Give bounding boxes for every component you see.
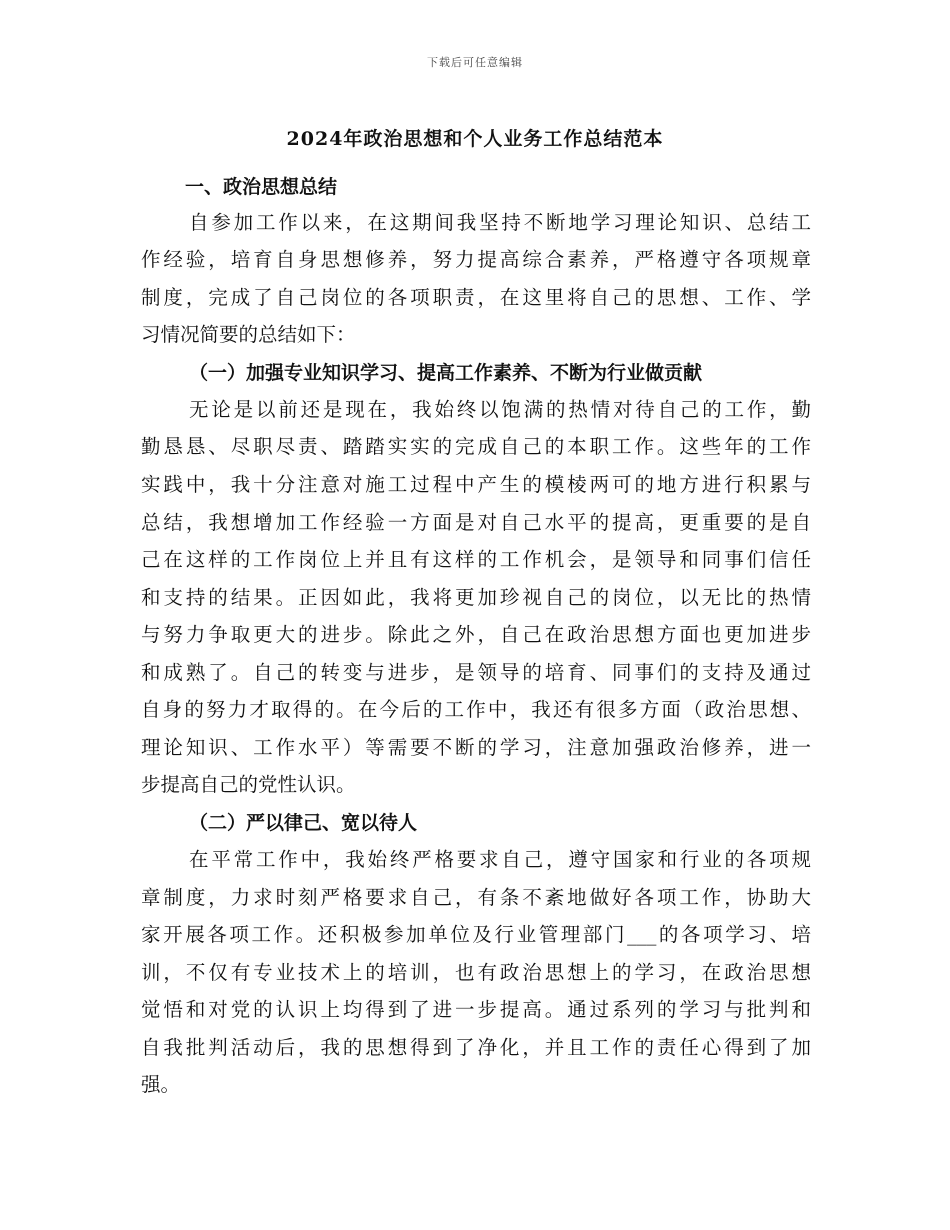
paragraph-line: 觉悟和对党的认识上均得到了进一步提高。通过系列的学习与批判和 [141,998,811,1021]
paragraph-line: 训，不仅有专业技术上的培训，也有政治思想上的学习，在政治思想 [141,961,811,984]
paragraph-line: 在平常工作中，我始终严格要求自己，遵守国家和行业的各项规 [189,848,811,871]
paragraph-line: 和成熟了。自己的转变与进步，是领导的培育、同事们的支持及通过 [141,661,811,684]
paragraph-line: 理论知识、工作水平）等需要不断的学习，注意加强政治修养，进一 [141,736,811,759]
paragraph-line: 和支持的结果。正因如此，我将更加珍视自己的岗位，以无比的热情 [141,586,811,609]
paragraph-line: 自参加工作以来，在这期间我坚持不断地学习理论知识、总结工 [189,211,811,234]
paragraph-line: 总结，我想增加工作经验一方面是对自己水平的提高，更重要的是自 [141,511,811,534]
paragraph-line: 制度，完成了自己岗位的各项职责，在这里将自己的思想、工作、学 [141,286,811,309]
subsection-heading-1: （一）加强专业知识学习、提高工作素养、不断为行业做贡献 [189,362,703,384]
paragraph-line: 习情况简要的总结如下： [141,323,356,346]
document-title: 2024年政治思想和个人业务工作总结范本 [286,128,664,150]
paragraph-line: 自身的努力才取得的。在今后的工作中，我还有很多方面（政治思想、 [141,698,811,721]
paragraph-line: 章制度，力求时刻严格要求自己，有条不紊地做好各项工作，协助大 [141,886,811,909]
header-note: 下载后可任意编辑 [427,56,523,69]
paragraph-line: 步提高自己的党性认识。 [141,773,356,796]
section-heading-political-thought: 一、政治思想总结 [185,176,338,198]
paragraph-line: 自我批判活动后，我的思想得到了净化，并且工作的责任心得到了加 [141,1036,811,1059]
subsection-heading-2: （二）严以律己、宽以待人 [189,812,418,834]
paragraph-line: 无论是以前还是现在，我始终以饱满的热情对待自己的工作，勤 [189,398,811,421]
paragraph-line: 与努力争取更大的进步。除此之外，自己在政治思想方面也更加进步 [141,623,811,646]
paragraph-line: 己在这样的工作岗位上并且有这样的工作机会，是领导和同事们信任 [141,548,811,571]
paragraph-line: 强。 [141,1073,181,1096]
paragraph-line: 作经验，培育自身思想修养，努力提高综合素养，严格遵守各项规章 [141,248,811,271]
paragraph-line: 实践中，我十分注意对施工过程中产生的模棱两可的地方进行积累与 [141,473,811,496]
paragraph-line: 家开展各项工作。还积极参加单位及行业管理部门___的各项学习、培 [141,923,811,946]
paragraph-line: 勤恳恳、尽职尽责、踏踏实实的完成自己的本职工作。这些年的工作 [141,435,811,458]
